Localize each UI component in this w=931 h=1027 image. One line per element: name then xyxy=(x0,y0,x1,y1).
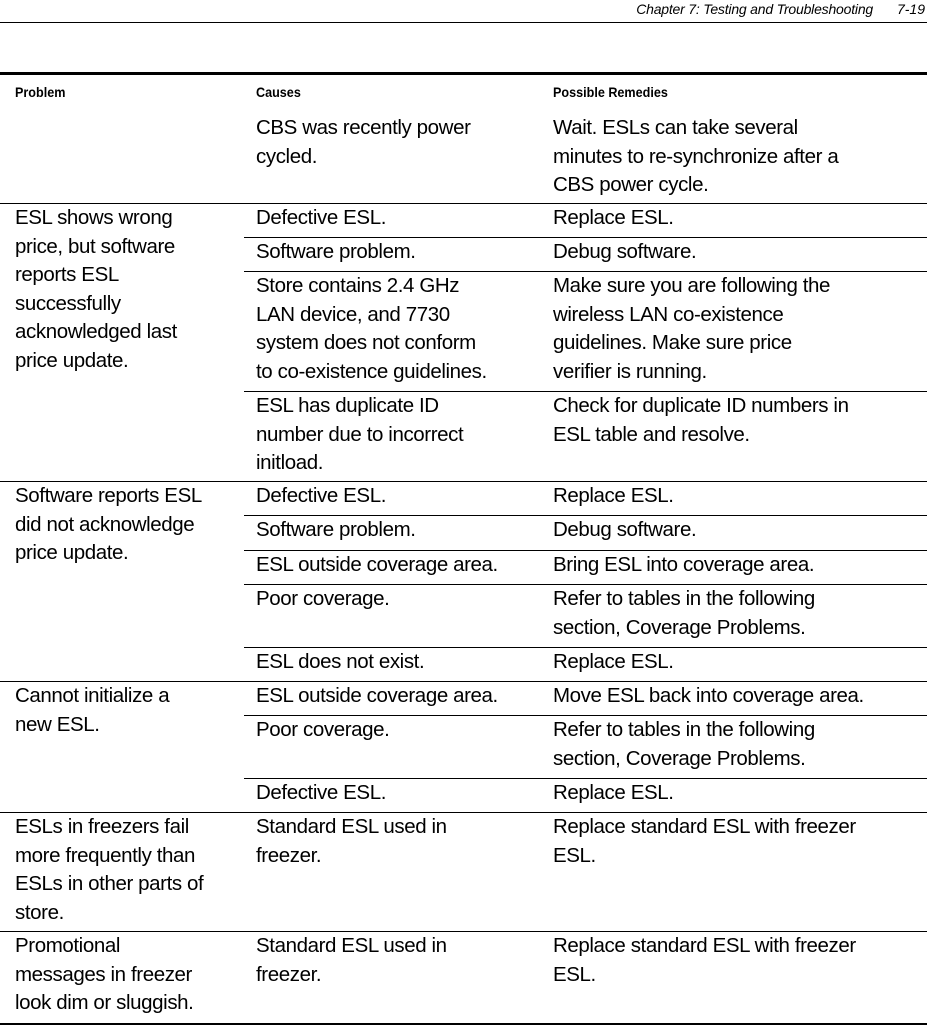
cause-cell-line: Defective ESL. xyxy=(256,484,386,507)
problem-cell-line: Cannot initialize a xyxy=(15,684,170,707)
problem-cell-line: ESLs in freezers fail xyxy=(15,815,189,838)
cause-cell xyxy=(256,551,541,580)
cause-cell-line: ESL outside coverage area. xyxy=(256,553,498,576)
cause-cell-line: ESL has duplicate ID xyxy=(256,394,439,417)
remedy-cell xyxy=(553,716,927,773)
remedy-cell xyxy=(553,779,927,808)
remedy-cell xyxy=(553,114,927,200)
running-header xyxy=(0,0,927,23)
cause-cell-line: Defective ESL. xyxy=(256,206,386,229)
problem-cell-line: successfully xyxy=(15,291,121,315)
remedy-cell-line: ESL. xyxy=(553,962,596,986)
remedy-cell-line: Replace standard ESL with freezer xyxy=(553,934,856,957)
table-top-rule xyxy=(0,72,927,75)
cause-cell-line: Software problem. xyxy=(256,240,416,263)
chapter-title: Chapter 7: Testing and Troubleshooting xyxy=(636,1,873,17)
remedy-cell xyxy=(553,238,927,267)
remedy-cell-line: Replace ESL. xyxy=(553,650,674,673)
remedy-cell xyxy=(553,516,927,545)
remedy-cell-line: section, Coverage Problems. xyxy=(553,746,806,770)
column-header-remedies: Possible Remedies xyxy=(553,84,668,100)
remedy-cell xyxy=(553,551,927,580)
remedy-cell xyxy=(553,204,927,233)
cause-cell xyxy=(256,482,541,511)
cause-cell-line: Store contains 2.4 GHz xyxy=(256,274,460,297)
remedy-cell-line: section, Coverage Problems. xyxy=(553,615,806,639)
problem-cell xyxy=(15,204,245,375)
cause-cell xyxy=(256,238,541,267)
problem-cell-line: price, but software xyxy=(15,234,175,258)
cause-cell-line: Software problem. xyxy=(256,518,416,541)
cause-cell-line: Standard ESL used in xyxy=(256,815,447,838)
remedy-cell xyxy=(553,272,927,386)
cause-cell-line: freezer. xyxy=(256,962,322,986)
row-divider xyxy=(0,1023,927,1025)
cause-cell-line: Standard ESL used in xyxy=(256,934,447,957)
remedy-cell xyxy=(553,682,927,711)
remedy-cell xyxy=(553,585,927,642)
remedy-cell xyxy=(553,813,927,870)
problem-cell-line: ESLs in other parts of xyxy=(15,872,204,895)
problem-cell xyxy=(15,932,245,1018)
cause-cell xyxy=(256,114,541,171)
cause-cell-line: ESL does not exist. xyxy=(256,650,425,673)
remedy-cell-line: wireless LAN co-existence xyxy=(553,302,784,326)
problem-cell-line: ESL shows wrong xyxy=(15,206,173,229)
problem-cell-line: price update. xyxy=(15,541,129,564)
problem-cell-line: messages in freezer xyxy=(15,962,192,986)
cause-cell xyxy=(256,648,541,677)
page-number: 7-19 xyxy=(896,1,925,17)
problem-cell xyxy=(15,813,245,927)
remedy-cell-line: Debug software. xyxy=(553,518,697,541)
problem-cell-line: reports ESL xyxy=(15,263,119,286)
cause-cell xyxy=(256,779,541,808)
cause-cell-line: cycled. xyxy=(256,144,318,168)
remedy-cell-line: Replace ESL. xyxy=(553,781,674,804)
problem-cell-line: did not acknowledge xyxy=(15,512,195,536)
cause-cell-line: LAN device, and 7730 xyxy=(256,302,450,326)
cause-cell xyxy=(256,682,541,711)
problem-cell-line: Promotional xyxy=(15,934,120,957)
cause-cell-line: initload. xyxy=(256,451,324,474)
problem-cell-line: new ESL. xyxy=(15,712,100,736)
cause-cell-line: freezer. xyxy=(256,843,322,867)
remedy-cell xyxy=(553,648,927,677)
cause-cell xyxy=(256,516,541,545)
cause-cell xyxy=(256,392,541,478)
cause-cell xyxy=(256,813,541,870)
remedy-cell-line: ESL table and resolve. xyxy=(553,422,750,446)
problem-cell-line: price update. xyxy=(15,348,129,372)
problem-cell-line: look dim or sluggish. xyxy=(15,991,194,1014)
cause-cell xyxy=(256,272,541,386)
cause-cell-line: ESL outside coverage area. xyxy=(256,684,498,707)
remedy-cell-line: verifier is running. xyxy=(553,359,707,383)
cause-cell-line: Poor coverage. xyxy=(256,587,390,610)
cause-cell-line: Poor coverage. xyxy=(256,718,390,741)
column-header-causes: Causes xyxy=(256,84,301,100)
remedy-cell-line: Bring ESL into coverage area. xyxy=(553,553,815,576)
cause-cell-line: to co-existence guidelines. xyxy=(256,359,487,383)
problem-cell-line: store. xyxy=(15,900,64,924)
remedy-cell-line: guidelines. Make sure price xyxy=(553,331,792,354)
cause-cell xyxy=(256,204,541,233)
problem-cell-line: acknowledged last xyxy=(15,320,177,343)
remedy-cell-line: Move ESL back into coverage area. xyxy=(553,684,864,707)
remedy-cell xyxy=(553,482,927,511)
cause-cell-line: CBS was recently power xyxy=(256,116,471,139)
remedy-cell xyxy=(553,392,927,449)
remedy-cell-line: Check for duplicate ID numbers in xyxy=(553,394,849,417)
problem-cell-line: Software reports ESL xyxy=(15,484,202,507)
remedy-cell-line: Debug software. xyxy=(553,240,697,263)
cause-cell xyxy=(256,585,541,614)
cause-cell-line: Defective ESL. xyxy=(256,781,386,804)
remedy-cell-line: Replace ESL. xyxy=(553,206,674,229)
cause-cell xyxy=(256,716,541,745)
problem-cell xyxy=(15,482,245,568)
remedy-cell-line: Wait. ESLs can take several xyxy=(553,116,798,139)
column-header-problem: Problem xyxy=(15,84,66,100)
cause-cell xyxy=(256,932,541,989)
cause-cell-line: number due to incorrect xyxy=(256,422,464,446)
remedy-cell-line: Replace ESL. xyxy=(553,484,674,507)
remedy-cell xyxy=(553,932,927,989)
remedy-cell-line: Replace standard ESL with freezer xyxy=(553,815,856,838)
remedy-cell-line: Refer to tables in the following xyxy=(553,718,815,741)
remedy-cell-line: ESL. xyxy=(553,843,596,867)
remedy-cell-line: CBS power cycle. xyxy=(553,173,709,196)
remedy-cell-line: Make sure you are following the xyxy=(553,274,831,297)
remedy-cell-line: Refer to tables in the following xyxy=(553,587,815,610)
problem-cell xyxy=(15,682,245,739)
remedy-cell-line: minutes to re-synchronize after a xyxy=(553,144,839,168)
cause-cell-line: system does not conform xyxy=(256,331,476,354)
problem-cell-line: more frequently than xyxy=(15,843,196,867)
